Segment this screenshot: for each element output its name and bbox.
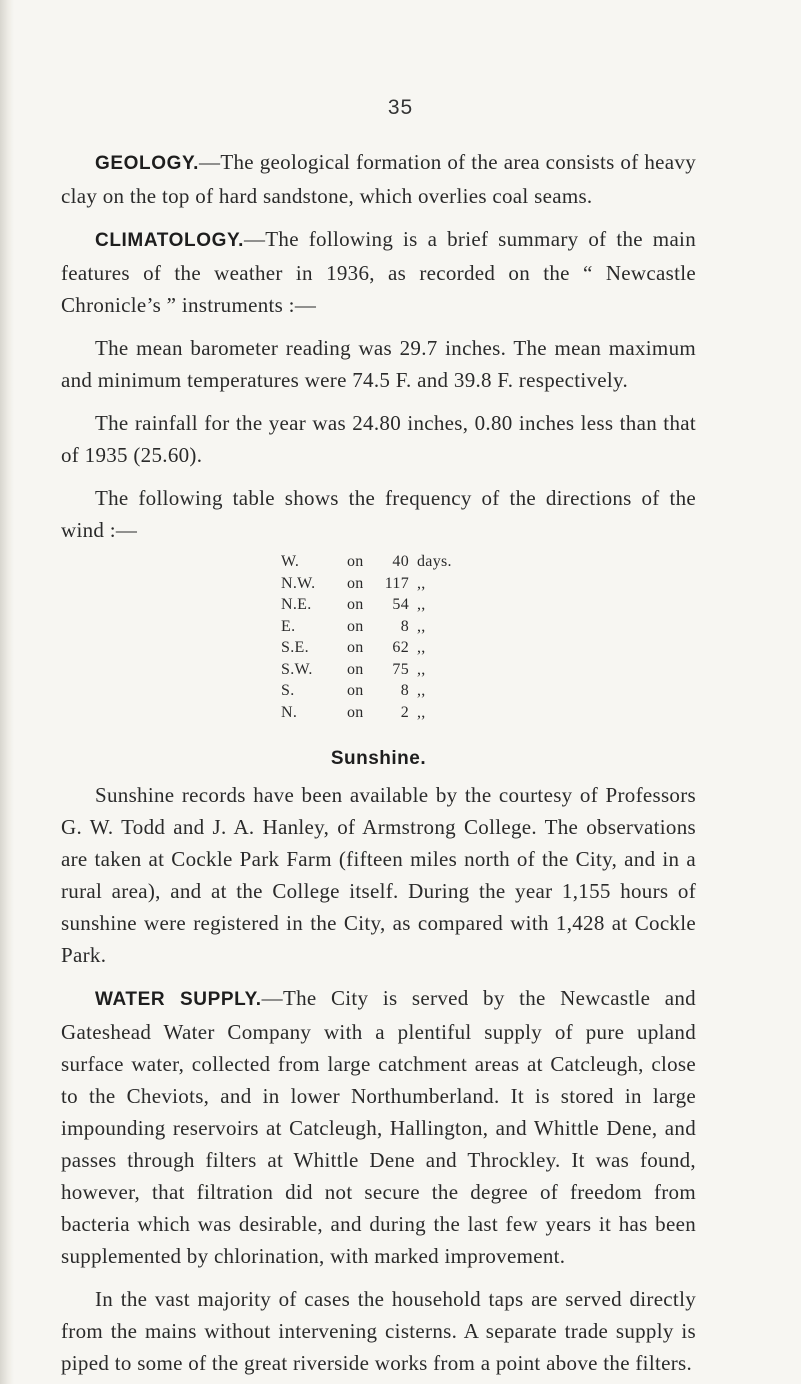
wind-direction: N.: [281, 703, 298, 721]
wind-on: on: [347, 639, 364, 656]
wind-on: on: [347, 574, 364, 592]
wind-on: on: [347, 682, 364, 699]
geology-paragraph: [61, 146, 696, 212]
wind-direction: N.W.: [281, 574, 316, 592]
wind-unit: ,,: [417, 703, 426, 721]
wind-unit: ,,: [417, 617, 426, 635]
rainfall-paragraph: The rainfall for the year was 24.80 inches, 0.80 inches less than that of 1935 (25.60).: [61, 411, 696, 467]
wind-direction: S.W.: [281, 660, 313, 678]
page-edge-shadow: [0, 0, 14, 1384]
wind-days: 62: [392, 639, 409, 656]
wind-row: [281, 616, 696, 638]
climatology-paragraph: [61, 223, 696, 321]
page-number: 35: [387, 96, 414, 119]
wind-intro-paragraph: The following table shows the frequency of the directions of the wind :—: [61, 486, 696, 542]
document-body: [61, 146, 696, 1379]
sunshine-title: Sunshine.: [330, 748, 427, 769]
household-taps-paragraph: In the vast majority of cases the household taps are served directly from the mains without intervening cisterns. A separate trade supply is piped to some of the great riverside works from a point above the filters.: [61, 1287, 696, 1375]
geology-heading: GEOLOGY.: [95, 153, 200, 174]
climatology-heading: CLIMATOLOGY.: [95, 230, 244, 251]
wind-row: [281, 551, 696, 573]
wind-days: 54: [392, 596, 409, 613]
wind-unit: ,,: [417, 660, 426, 678]
wind-on: on: [347, 617, 364, 635]
barometer-paragraph: The mean barometer reading was 29.7 inches. The mean maximum and minimum temperatures were 74.5 F. and 39.8 F. respectively.: [61, 336, 696, 392]
geology-text: —The geological formation of the area consists of heavy clay on the top of hard sandstone, which overlies coal seams.: [61, 150, 696, 208]
water-supply-heading: WATER SUPPLY.: [95, 989, 262, 1010]
wind-days: 8: [400, 617, 409, 635]
water-supply-paragraph: [61, 982, 696, 1272]
wind-row: [281, 680, 696, 702]
wind-unit: ,,: [417, 639, 426, 656]
wind-on: on: [347, 596, 364, 613]
wind-on: on: [347, 553, 364, 570]
sunshine-paragraph: Sunshine records have been available by the courtesy of Professors G. W. Todd and J. A. Hanley, of Armstrong College. The observations are taken at Cockle Park Farm (fifteen miles north of the City, and in a rural area), and at the College itself. During the year 1,155 hours of sunshine were registered in the City, as compared with 1,428 at Cockle Park.: [61, 783, 696, 967]
wind-days: 2: [400, 703, 409, 721]
wind-row: [281, 637, 696, 659]
wind-row: [281, 573, 696, 595]
wind-on: on: [347, 703, 364, 721]
wind-days: 40: [392, 553, 409, 570]
wind-direction: E.: [281, 617, 296, 635]
wind-direction: N.E.: [281, 596, 312, 613]
wind-days: 8: [400, 682, 409, 699]
climatology-text: —The following is a brief summary of the main features of the weather in 1936, as recorded on the “ Newcastle Chronicle’s ” instruments :—: [61, 227, 696, 317]
water-supply-text: —The City is served by the Newcastle and Gateshead Water Company with a plentiful supply of pure upland surface water, collected from large catchment areas at Catcleugh, close to the Cheviots, and in lower Northumberland. It is stored in large impounding reservoirs at Catcleugh, Hallington, and Whittle Dene, and passes through filters at Whittle Dene and Throckley. It was found, however, that filtration did not secure the degree of freedom from bacteria which was desirable, and during the last few years it has been supplemented by chlorination, with marked improvement.: [61, 986, 696, 1268]
wind-direction: S.E.: [281, 639, 309, 656]
wind-unit: ,,: [417, 682, 426, 699]
wind-row: [281, 659, 696, 681]
wind-on: on: [347, 660, 364, 678]
wind-direction: W.: [281, 553, 300, 570]
wind-direction: S.: [281, 682, 295, 699]
wind-row: [281, 702, 696, 724]
wind-unit: days.: [417, 553, 452, 570]
wind-unit: ,,: [417, 596, 426, 613]
wind-row: [281, 594, 696, 616]
wind-days: 75: [392, 660, 409, 678]
wind-unit: ,,: [417, 574, 426, 592]
wind-frequency-table: [281, 551, 696, 723]
wind-days: 117: [384, 574, 409, 592]
